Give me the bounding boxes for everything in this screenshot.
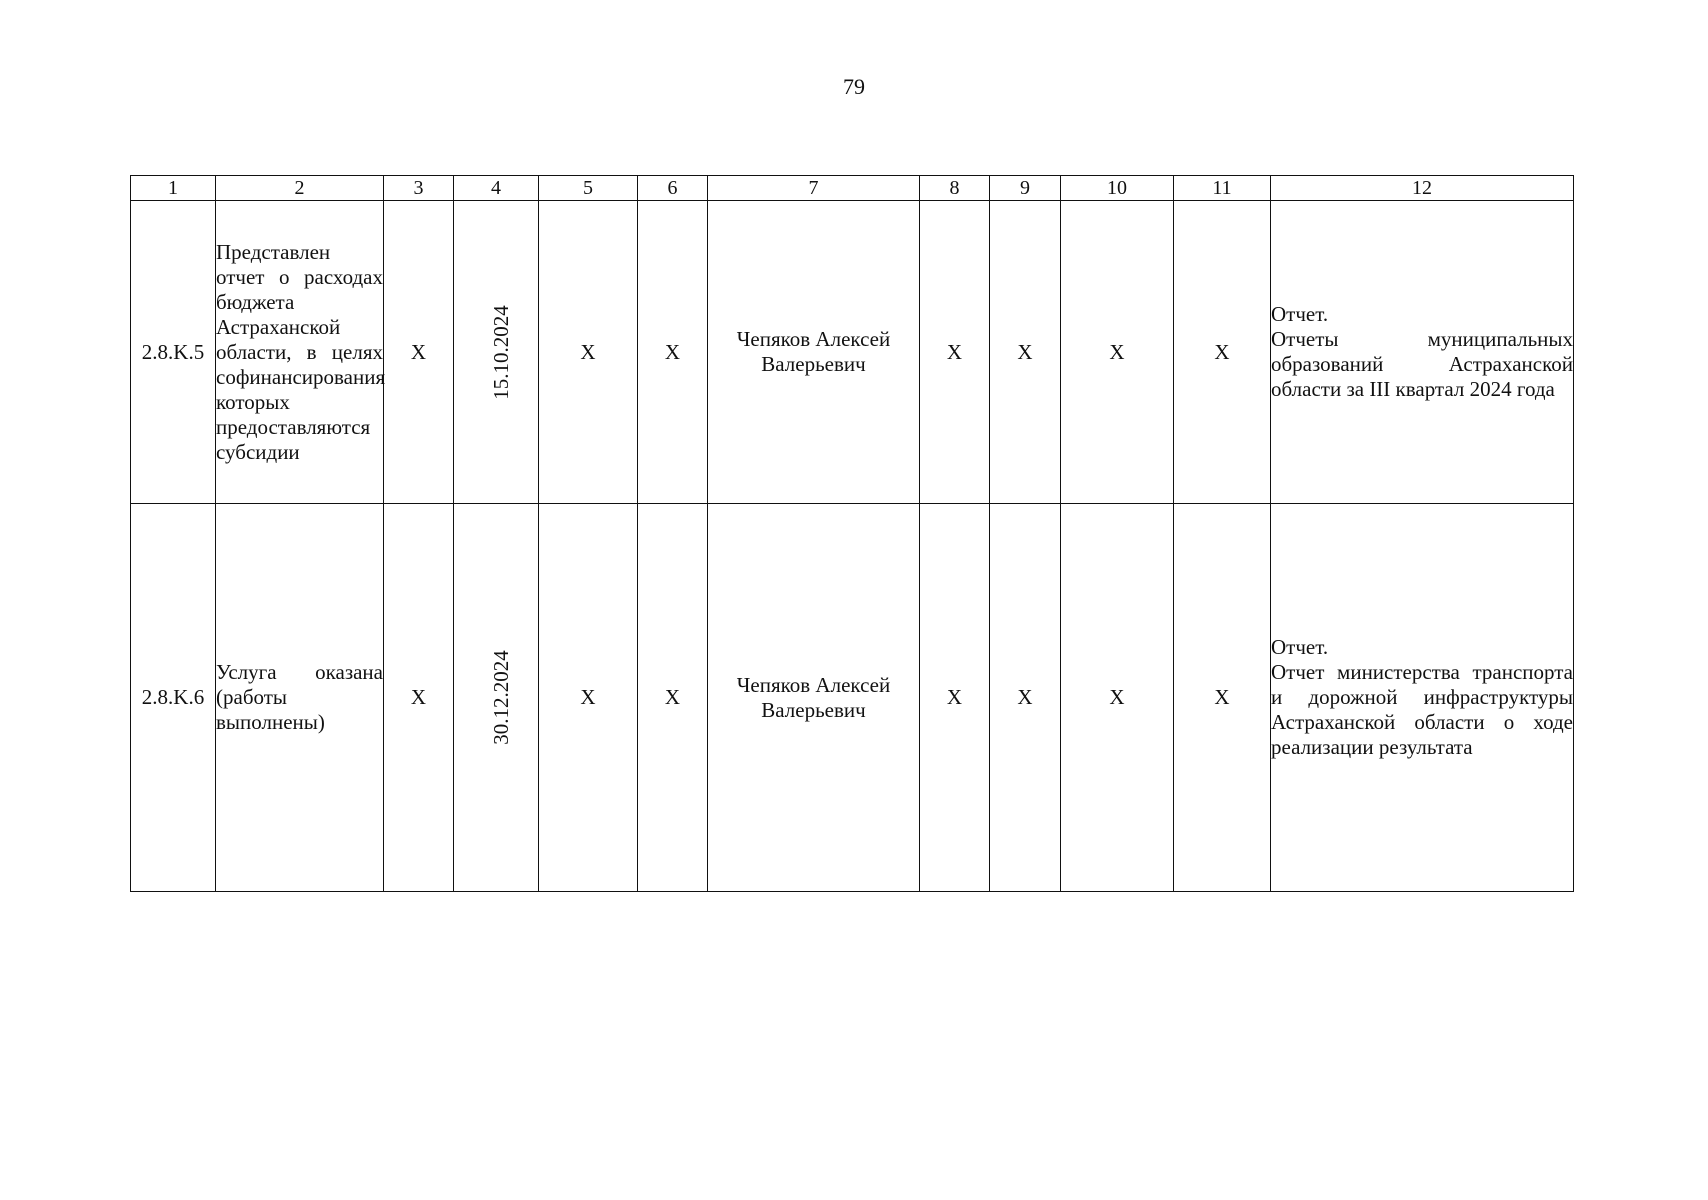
document-cell [1271, 201, 1574, 504]
cell-x: X [920, 201, 990, 504]
column-header: 4 [454, 176, 539, 201]
responsible-person: Чепяков Алексей Валерьевич [708, 201, 920, 504]
cell-x: X [990, 504, 1061, 892]
cell-x: X [638, 504, 708, 892]
column-header: 6 [638, 176, 708, 201]
cell-x: X [990, 201, 1061, 504]
control-date: 15.10.2024 [488, 304, 513, 400]
date-cell [454, 504, 539, 892]
date-cell [454, 201, 539, 504]
column-header: 1 [131, 176, 216, 201]
responsible-person: Чепяков Алексей Валерьевич [708, 504, 920, 892]
page-number: 79 [843, 74, 865, 99]
cell-x: X [1174, 504, 1271, 892]
column-header: 9 [990, 176, 1061, 201]
cell-x: X [384, 504, 454, 892]
row-code: 2.8.K.6 [131, 504, 216, 892]
header-row [131, 176, 1574, 201]
row-description: Услуга оказана (работы выполнены) [216, 504, 384, 892]
column-header: 5 [539, 176, 638, 201]
column-header: 2 [216, 176, 384, 201]
cell-x: X [1174, 201, 1271, 504]
cell-x: X [1061, 201, 1174, 504]
cell-x: X [539, 201, 638, 504]
cell-x: X [638, 201, 708, 504]
document-table [130, 175, 1574, 892]
cell-x: X [1061, 504, 1174, 892]
document-cell [1271, 504, 1574, 892]
table-row [131, 504, 1574, 892]
document-title: Отчет. [1271, 302, 1329, 326]
column-header: 12 [1271, 176, 1574, 201]
row-description: Представлен отчет о расходах бюджета Астраханской области, в целях софинансирования которых предоставляются субсидии [216, 201, 384, 504]
cell-x: X [539, 504, 638, 892]
cell-x: X [384, 201, 454, 504]
document-text: Отчеты муниципальных образований Астраханской области за III квартал 2024 года [1271, 327, 1573, 401]
column-header: 8 [920, 176, 990, 201]
row-code: 2.8.K.5 [131, 201, 216, 504]
cell-x: X [920, 504, 990, 892]
column-header: 3 [384, 176, 454, 201]
control-date: 30.12.2024 [488, 650, 513, 745]
column-header: 11 [1174, 176, 1271, 201]
column-header: 10 [1061, 176, 1174, 201]
document-text: Отчет министерства транспорта и дорожной инфраструктуры Астраханской области о ходе реализации результата [1271, 660, 1573, 759]
table-row [131, 201, 1574, 504]
column-header: 7 [708, 176, 920, 201]
document-title: Отчет. [1271, 635, 1329, 659]
